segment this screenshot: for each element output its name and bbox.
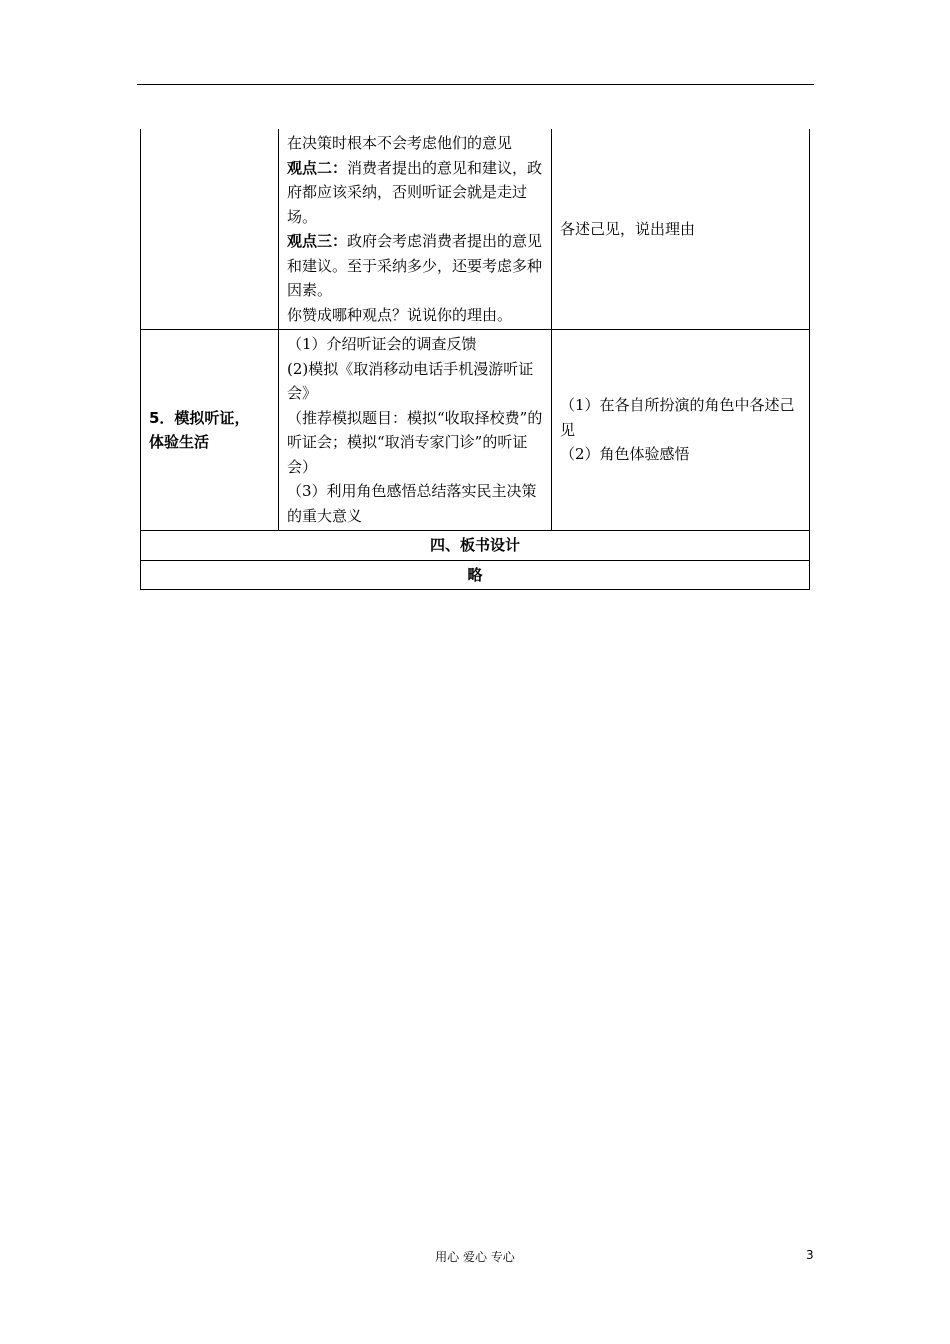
view3	[287, 229, 543, 303]
teacher-activity-cell	[279, 330, 552, 531]
table-row	[141, 129, 810, 330]
activity-item: （推荐模拟题目：模拟“收取择校费”的听证会；模拟“取消专家门诊”的听证会）	[287, 408, 543, 476]
section-content: 略	[141, 560, 810, 590]
page-number: 3	[806, 1248, 814, 1262]
stage-cell	[141, 330, 279, 531]
student-activity-cell	[552, 330, 810, 531]
stage-title-line2: 体验生活	[149, 433, 210, 451]
lesson-plan-table	[140, 129, 810, 590]
view2-label: 观点二：	[287, 158, 348, 177]
footer-text: 用心 爱心 专心	[435, 1250, 515, 1264]
empty-cell	[141, 129, 279, 330]
activity-item: （3）利用角色感悟总结落实民主决策的重大意义	[287, 482, 537, 525]
table-row	[141, 560, 810, 590]
view3-label: 观点三：	[287, 232, 348, 250]
view2	[287, 156, 543, 230]
view1-continuation: 在决策时根本不会考虑他们的意见	[287, 134, 513, 152]
student-activity-text: 各述己见，说出理由	[560, 219, 696, 238]
student-item: （1）在各自所扮演的角色中各述己见	[560, 396, 795, 439]
table-row	[141, 330, 810, 531]
activity-item: （1）介绍听证会的调查反馈	[287, 335, 477, 353]
student-activity-cell	[552, 129, 810, 330]
views-cell	[279, 129, 552, 330]
table-row	[141, 531, 810, 561]
view3-text: 政府会考虑消费者提出的意见和建议。至于采纳多少，还要考虑多种因素。	[287, 232, 543, 299]
student-item: （2）角色体验感悟	[560, 445, 690, 464]
activity-item: (2)模拟《取消移动电话手机漫游听证会》	[287, 359, 534, 402]
question-text: 你赞成哪种观点？说说你的理由。	[287, 305, 513, 324]
header-rule	[137, 84, 814, 85]
stage-title-line1: 5．模拟听证，	[149, 408, 250, 427]
view2-text: 消费者提出的意见和建议，政府都应该采纳，否则听证会就是走过场。	[287, 158, 543, 226]
section-title: 四、板书设计	[141, 531, 810, 561]
